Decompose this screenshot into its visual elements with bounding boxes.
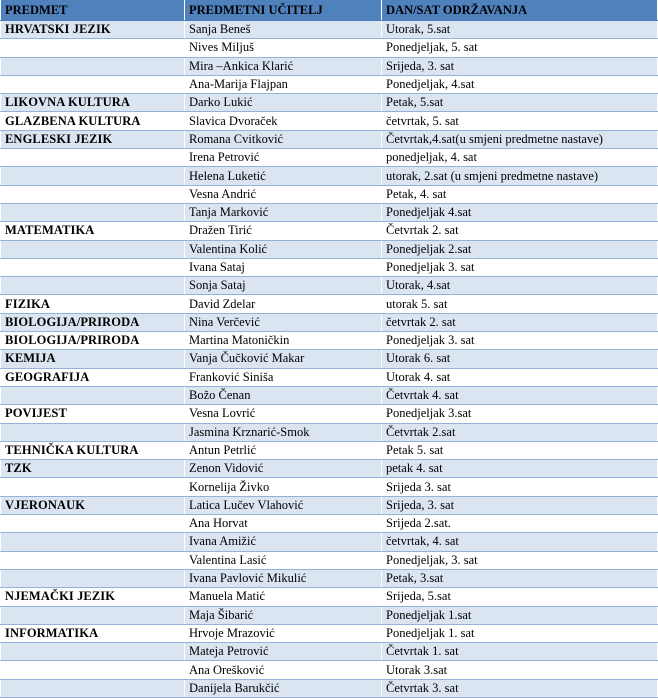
table-row: [1, 423, 658, 441]
teacher-cell: Helena Luketić: [185, 167, 382, 185]
subject-cell: [1, 39, 185, 57]
time-cell: petak 4. sat: [382, 460, 658, 478]
table-row: [1, 679, 658, 697]
subject-cell: [1, 185, 185, 203]
subject-cell: [1, 533, 185, 551]
time-cell: Srijeda, 5.sat: [382, 588, 658, 606]
subject-cell: [1, 569, 185, 587]
teacher-cell: Ana-Marija Flajpan: [185, 75, 382, 93]
table-row: [1, 533, 658, 551]
time-cell: Petak, 5.sat: [382, 94, 658, 112]
teacher-cell: Darko Lukić: [185, 94, 382, 112]
teacher-cell: Hrvoje Mrazović: [185, 624, 382, 642]
subject-cell: KEMIJA: [1, 350, 185, 368]
teacher-cell: Sanja Beneš: [185, 21, 382, 39]
table-row: [1, 515, 658, 533]
table-row: [1, 130, 658, 148]
subject-cell: TEHNIČKA KULTURA: [1, 441, 185, 459]
time-cell: ponedjeljak, 4. sat: [382, 149, 658, 167]
table-row: [1, 332, 658, 350]
table-row: [1, 277, 658, 295]
time-cell: Utorak, 4.sat: [382, 277, 658, 295]
teacher-cell: Mateja Petrović: [185, 643, 382, 661]
time-cell: Utorak 3.sat: [382, 661, 658, 679]
table-row: [1, 386, 658, 404]
table-row: [1, 441, 658, 459]
teacher-cell: Božo Čenan: [185, 386, 382, 404]
table-row: [1, 405, 658, 423]
teacher-cell: Antun Petrlić: [185, 441, 382, 459]
subject-cell: [1, 258, 185, 276]
table-row: [1, 350, 658, 368]
time-cell: Srijeda 2.sat.: [382, 515, 658, 533]
header-subject: PREDMET: [1, 0, 185, 21]
teacher-cell: Ana Horvat: [185, 515, 382, 533]
teacher-cell: Danijela Barukčić: [185, 679, 382, 697]
table-row: [1, 75, 658, 93]
time-cell: Petak, 3.sat: [382, 569, 658, 587]
time-cell: Četvrtak 2. sat: [382, 222, 658, 240]
time-cell: utorak, 2.sat (u smjeni predmetne nastave): [382, 167, 658, 185]
table-row: [1, 569, 658, 587]
table-row: [1, 149, 658, 167]
time-cell: Ponedjeljak 3. sat: [382, 258, 658, 276]
teacher-cell: Valentina Lasić: [185, 551, 382, 569]
time-cell: Utorak 6. sat: [382, 350, 658, 368]
subject-cell: GEOGRAFIJA: [1, 368, 185, 386]
subject-cell: LIKOVNA KULTURA: [1, 94, 185, 112]
teacher-cell: Mira –Ankica Klarić: [185, 57, 382, 75]
table-row: [1, 94, 658, 112]
time-cell: Srijeda, 3. sat: [382, 496, 658, 514]
time-cell: Ponedjeljak 4.sat: [382, 203, 658, 221]
subject-cell: VJERONAUK: [1, 496, 185, 514]
subject-cell: INFORMATIKA: [1, 624, 185, 642]
time-cell: Srijeda 3. sat: [382, 478, 658, 496]
time-cell: Ponedjeljak 1. sat: [382, 624, 658, 642]
teacher-cell: Manuela Matić: [185, 588, 382, 606]
table-row: [1, 21, 658, 39]
subject-cell: [1, 240, 185, 258]
subject-cell: ENGLESKI JEZIK: [1, 130, 185, 148]
time-cell: Ponedjeljak, 5. sat: [382, 39, 658, 57]
subject-cell: [1, 643, 185, 661]
subject-cell: FIZIKA: [1, 295, 185, 313]
time-cell: Ponedjeljak 2.sat: [382, 240, 658, 258]
subject-cell: [1, 57, 185, 75]
table-row: [1, 606, 658, 624]
subject-cell: [1, 423, 185, 441]
table-row: [1, 167, 658, 185]
subject-cell: NJEMAČKI JEZIK: [1, 588, 185, 606]
time-cell: Ponedjeljak 1.sat: [382, 606, 658, 624]
time-cell: Četvrtak 3. sat: [382, 679, 658, 697]
teacher-cell: Dražen Tirić: [185, 222, 382, 240]
teacher-cell: Slavica Dvoraček: [185, 112, 382, 130]
time-cell: Četvrtak 2.sat: [382, 423, 658, 441]
teacher-cell: Irena Petrović: [185, 149, 382, 167]
subject-cell: [1, 679, 185, 697]
teacher-cell: Ivana Amižić: [185, 533, 382, 551]
time-cell: Petak 5. sat: [382, 441, 658, 459]
time-cell: Petak, 4. sat: [382, 185, 658, 203]
table-row: [1, 313, 658, 331]
table-row: [1, 551, 658, 569]
table-row: [1, 368, 658, 386]
subject-cell: [1, 167, 185, 185]
subject-cell: [1, 661, 185, 679]
teacher-cell: Valentina Kolić: [185, 240, 382, 258]
time-cell: četvrtak, 5. sat: [382, 112, 658, 130]
header-teacher: PREDMETNI UČITELJ: [185, 0, 382, 21]
header-time: DAN/SAT ODRŽAVANJA: [382, 0, 658, 21]
subject-cell: [1, 386, 185, 404]
table-row: [1, 112, 658, 130]
teacher-cell: Maja Šibarić: [185, 606, 382, 624]
table-body: [1, 21, 658, 698]
subject-cell: [1, 149, 185, 167]
teacher-cell: Nina Verčević: [185, 313, 382, 331]
table-row: [1, 39, 658, 57]
time-cell: četvrtak, 4. sat: [382, 533, 658, 551]
table-row: [1, 203, 658, 221]
teacher-cell: Romana Cvitković: [185, 130, 382, 148]
table-row: [1, 185, 658, 203]
table-row: [1, 661, 658, 679]
table-row: [1, 57, 658, 75]
time-cell: Ponedjeljak 3.sat: [382, 405, 658, 423]
table-row: [1, 496, 658, 514]
time-cell: Utorak, 5.sat: [382, 21, 658, 39]
subject-cell: [1, 515, 185, 533]
table-row: [1, 624, 658, 642]
teacher-cell: Ana Orešković: [185, 661, 382, 679]
subject-cell: BIOLOGIJA/PRIRODA: [1, 332, 185, 350]
teacher-cell: Vesna Andrić: [185, 185, 382, 203]
time-cell: Ponedjeljak 3. sat: [382, 332, 658, 350]
teacher-cell: Ivana Pavlović Mikulić: [185, 569, 382, 587]
teacher-cell: Zenon Vidović: [185, 460, 382, 478]
subject-cell: MATEMATIKA: [1, 222, 185, 240]
subject-cell: [1, 277, 185, 295]
teacher-cell: Franković Siniša: [185, 368, 382, 386]
table-row: [1, 588, 658, 606]
table-row: [1, 643, 658, 661]
teacher-cell: Nives Miljuš: [185, 39, 382, 57]
teacher-cell: Vesna Lovrić: [185, 405, 382, 423]
subject-cell: BIOLOGIJA/PRIRODA: [1, 313, 185, 331]
teacher-cell: Latica Lučev Vlahović: [185, 496, 382, 514]
time-cell: Četvrtak 4. sat: [382, 386, 658, 404]
subject-cell: HRVATSKI JEZIK: [1, 21, 185, 39]
time-cell: Ponedjeljak, 3. sat: [382, 551, 658, 569]
teacher-cell: Tanja Marković: [185, 203, 382, 221]
time-cell: Četvrtak,4.sat(u smjeni predmetne nastave): [382, 130, 658, 148]
subject-cell: [1, 606, 185, 624]
teacher-cell: Ivana Sataj: [185, 258, 382, 276]
table-row: [1, 222, 658, 240]
teacher-cell: Martina Matoničkin: [185, 332, 382, 350]
time-cell: četvrtak 2. sat: [382, 313, 658, 331]
table-header-row: [1, 0, 658, 21]
subject-cell: TZK: [1, 460, 185, 478]
table-row: [1, 240, 658, 258]
subject-cell: [1, 75, 185, 93]
subject-cell: POVIJEST: [1, 405, 185, 423]
subject-cell: [1, 203, 185, 221]
time-cell: Utorak 4. sat: [382, 368, 658, 386]
subject-cell: GLAZBENA KULTURA: [1, 112, 185, 130]
subject-cell: [1, 551, 185, 569]
time-cell: Ponedjeljak, 4.sat: [382, 75, 658, 93]
teacher-cell: David Zdelar: [185, 295, 382, 313]
teacher-cell: Vanja Čučković Makar: [185, 350, 382, 368]
teacher-cell: Jasmina Krznarić-Smok: [185, 423, 382, 441]
table-row: [1, 460, 658, 478]
time-cell: utorak 5. sat: [382, 295, 658, 313]
table-row: [1, 258, 658, 276]
subject-cell: [1, 478, 185, 496]
teacher-cell: Sonja Sataj: [185, 277, 382, 295]
table-row: [1, 478, 658, 496]
teacher-cell: Kornelija Živko: [185, 478, 382, 496]
time-cell: Četvrtak 1. sat: [382, 643, 658, 661]
time-cell: Srijeda, 3. sat: [382, 57, 658, 75]
table-row: [1, 295, 658, 313]
